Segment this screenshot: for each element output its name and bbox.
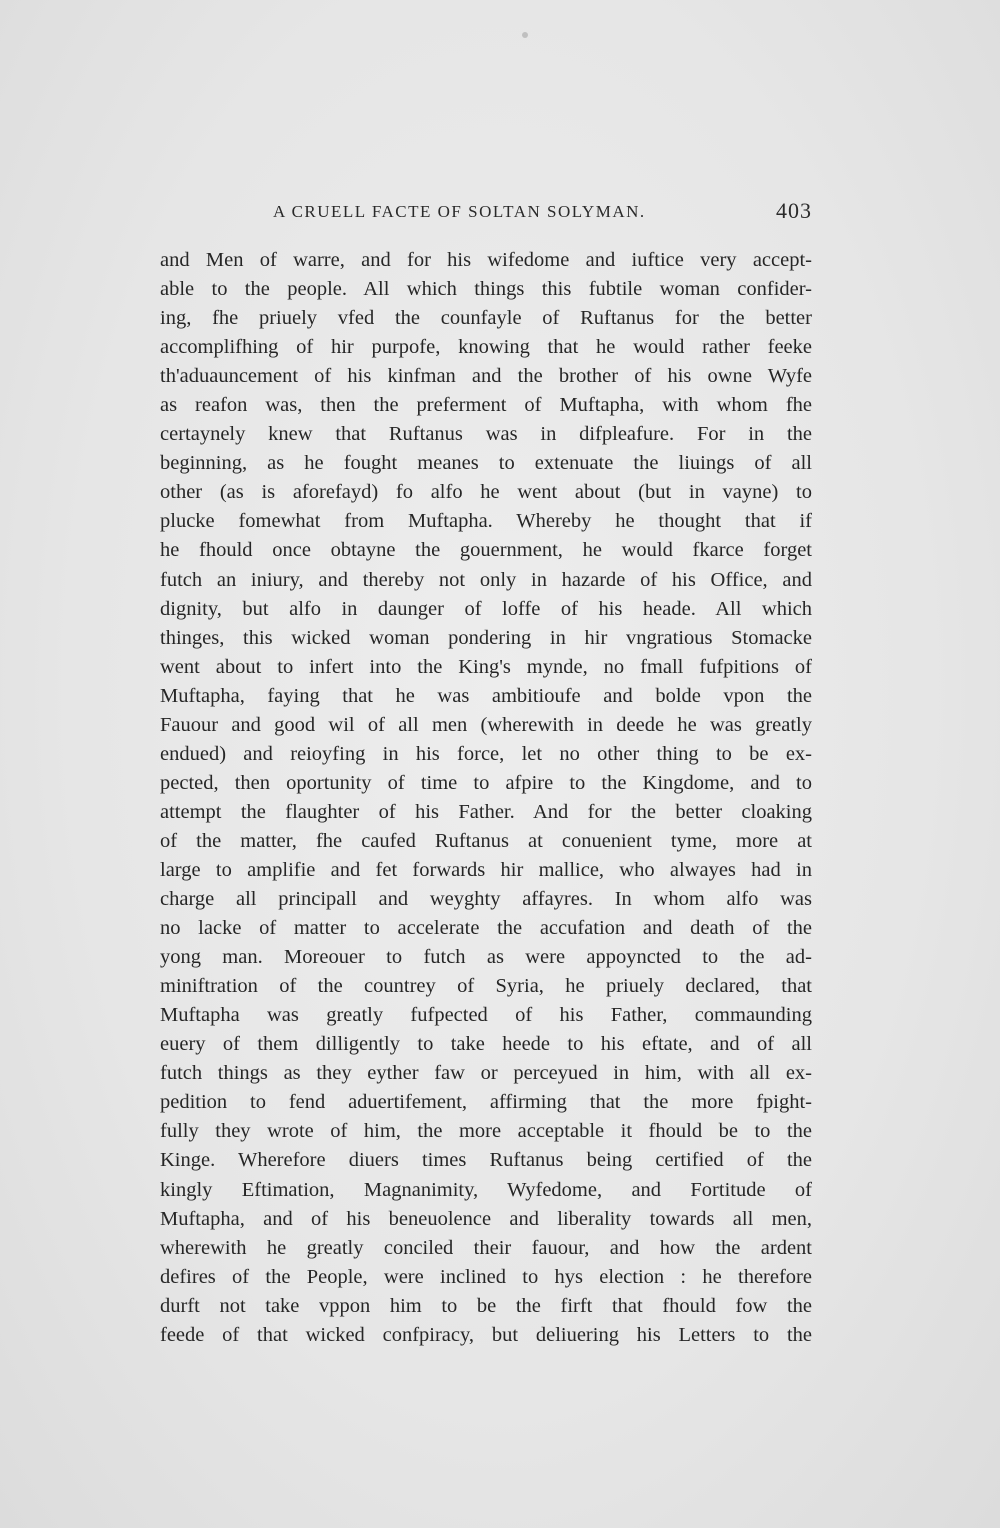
- text-line: defires of the People, were inclined to hys election : he therefore: [160, 1265, 812, 1288]
- page-number: 403: [776, 198, 812, 223]
- text-line: thinges, this wicked woman pondering in hir vngratious Stomacke: [160, 626, 812, 649]
- paper-blemish: [522, 32, 528, 38]
- text-line: endued) and reioyfing in his force, let no other thing to be ex-: [160, 742, 812, 765]
- text-line: plucke fomewhat from Muftapha. Whereby he thought that if: [160, 510, 812, 533]
- text-line: other (as is aforefayd) fo alfo he went about (but in vayne) to: [160, 481, 812, 504]
- text-line: went about to infert into the King's mynde, no fmall fufpitions of: [160, 655, 812, 678]
- text-line: beginning, as he fought meanes to extenuate the liuings of all: [160, 452, 812, 475]
- body-text: [160, 246, 812, 1350]
- text-line: kingly Eftimation, Magnanimity, Wyfedome, and Fortitude of: [160, 1178, 812, 1201]
- text-line: th'aduauncement of his kinfman and the brother of his owne Wyfe: [160, 365, 812, 388]
- text-line: yong man. Moreouer to futch as were appoyncted to the ad-: [160, 946, 812, 969]
- text-line: futch things as they eyther faw or perceyued in him, with all ex-: [160, 1062, 812, 1085]
- text-line: certaynely knew that Ruftanus was in difpleafure. For in the: [160, 423, 812, 446]
- text-line: no lacke of matter to accelerate the accufation and death of the: [160, 917, 812, 940]
- text-line: he fhould once obtayne the gouernment, he would fkarce forget: [160, 539, 812, 562]
- text-line: Muftapha, faying that he was ambitioufe and bolde vpon the: [160, 684, 812, 707]
- text-line: durft not take vppon him to be the firft that fhould fow the: [160, 1294, 812, 1317]
- text-line: able to the people. All which things this fubtile woman confider-: [160, 278, 812, 301]
- running-title: A CRUELL FACTE OF SOLTAN SOLYMAN.: [273, 202, 646, 221]
- text-line: dignity, but alfo in daunger of loffe of his heade. All which: [160, 597, 812, 620]
- text-line: pected, then oportunity of time to afpire to the Kingdome, and to: [160, 771, 812, 794]
- text-line: of the matter, fhe caufed Ruftanus at conuenient tyme, more at: [160, 829, 812, 852]
- text-line: wherewith he greatly conciled their fauour, and how the ardent: [160, 1236, 812, 1259]
- text-line: miniftration of the countrey of Syria, he priuely declared, that: [160, 975, 812, 998]
- text-line: fully they wrote of him, the more acceptable it fhould be to the: [160, 1120, 812, 1143]
- text-line: as reafon was, then the preferment of Muftapha, with whom fhe: [160, 394, 812, 417]
- text-line: charge all principall and weyghty affayres. In whom alfo was: [160, 888, 812, 911]
- text-line: large to amplifie and fet forwards hir mallice, who alwayes had in: [160, 858, 812, 881]
- text-line: Fauour and good wil of all men (wherewith in deede he was greatly: [160, 713, 812, 736]
- text-line: Muftapha, and of his beneuolence and liberality towards all men,: [160, 1207, 812, 1230]
- text-line: Muftapha was greatly fufpected of his Father, commaunding: [160, 1004, 812, 1027]
- text-line: futch an iniury, and thereby not only in hazarde of his Office, and: [160, 568, 812, 591]
- text-line: euery of them dilligently to take heede to his eftate, and of all: [160, 1033, 812, 1056]
- running-head: [160, 198, 812, 232]
- text-line: accomplifhing of hir purpofe, knowing that he would rather feeke: [160, 336, 812, 359]
- text-line: feede of that wicked confpiracy, but deliuering his Letters to the: [160, 1323, 812, 1346]
- text-line: Kinge. Wherefore diuers times Ruftanus being certified of the: [160, 1149, 812, 1172]
- text-line: attempt the flaughter of his Father. And for the better cloaking: [160, 800, 812, 823]
- text-line: and Men of warre, and for his wifedome and iuftice very accept-: [160, 249, 812, 271]
- text-line: pedition to fend aduertifement, affirming that the more fpight-: [160, 1091, 812, 1114]
- text-line: ing, fhe priuely vfed the counfayle of Ruftanus for the better: [160, 307, 812, 330]
